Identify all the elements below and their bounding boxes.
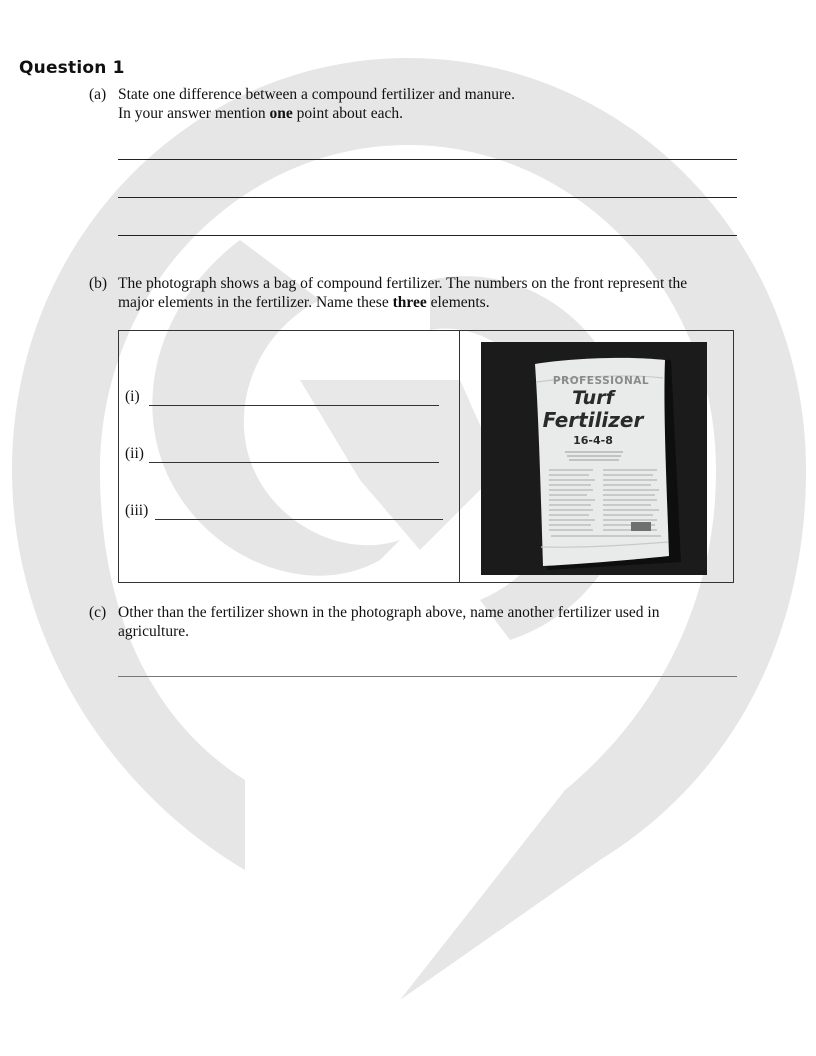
part-c xyxy=(89,603,729,643)
answer-line-a2[interactable] xyxy=(118,197,737,198)
bag-name-line2: Fertilizer xyxy=(542,408,644,432)
answer-line-c1[interactable] xyxy=(118,676,737,677)
answer-line-b-iii[interactable] xyxy=(155,519,443,520)
item-i-label: (i) xyxy=(125,388,140,405)
part-c-line1: Other than the fertilizer shown in the photograph above, name another fertilizer used in xyxy=(118,604,660,621)
part-b xyxy=(89,274,789,314)
box-divider xyxy=(459,331,460,582)
part-a-line2 xyxy=(118,104,403,123)
answer-line-a3[interactable] xyxy=(118,235,737,236)
answer-line-b-ii[interactable] xyxy=(149,462,439,463)
part-b-line2 xyxy=(118,293,490,312)
item-iii-label: (iii) xyxy=(125,502,149,519)
part-a xyxy=(89,85,729,125)
item-ii-label: (ii) xyxy=(125,445,144,462)
part-c-line2: agriculture. xyxy=(118,623,190,640)
part-a-line2-pre: In your answer mention xyxy=(118,105,270,122)
answer-line-b-i[interactable] xyxy=(149,405,439,406)
part-a-line1: State one difference between a compound fertilizer and manure. xyxy=(118,86,515,103)
part-b-line2-post: elements. xyxy=(426,294,490,311)
fertilizer-photo xyxy=(481,342,707,575)
part-a-line2-post: point about each. xyxy=(292,105,403,122)
part-a-label: (a) xyxy=(89,86,107,103)
part-b-line1: The photograph shows a bag of compound fertilizer. The numbers on the front represent the xyxy=(118,275,688,292)
part-a-line2-bold: one xyxy=(269,105,293,122)
part-b-line2-bold: three xyxy=(392,294,427,311)
part-c-label: (c) xyxy=(89,604,107,621)
bag-name-line1: Turf xyxy=(572,387,614,409)
bag-npk: 16-4-8 xyxy=(573,434,613,447)
part-b-label: (b) xyxy=(89,275,108,292)
bag-brand-text: PROFESSIONAL xyxy=(552,375,650,387)
part-b-line2-pre: major elements in the fertilizer. Name these xyxy=(118,294,393,311)
answer-line-a1[interactable] xyxy=(118,159,737,160)
fertilizer-bag-image xyxy=(481,342,707,575)
question-title: Question 1 xyxy=(19,58,125,78)
